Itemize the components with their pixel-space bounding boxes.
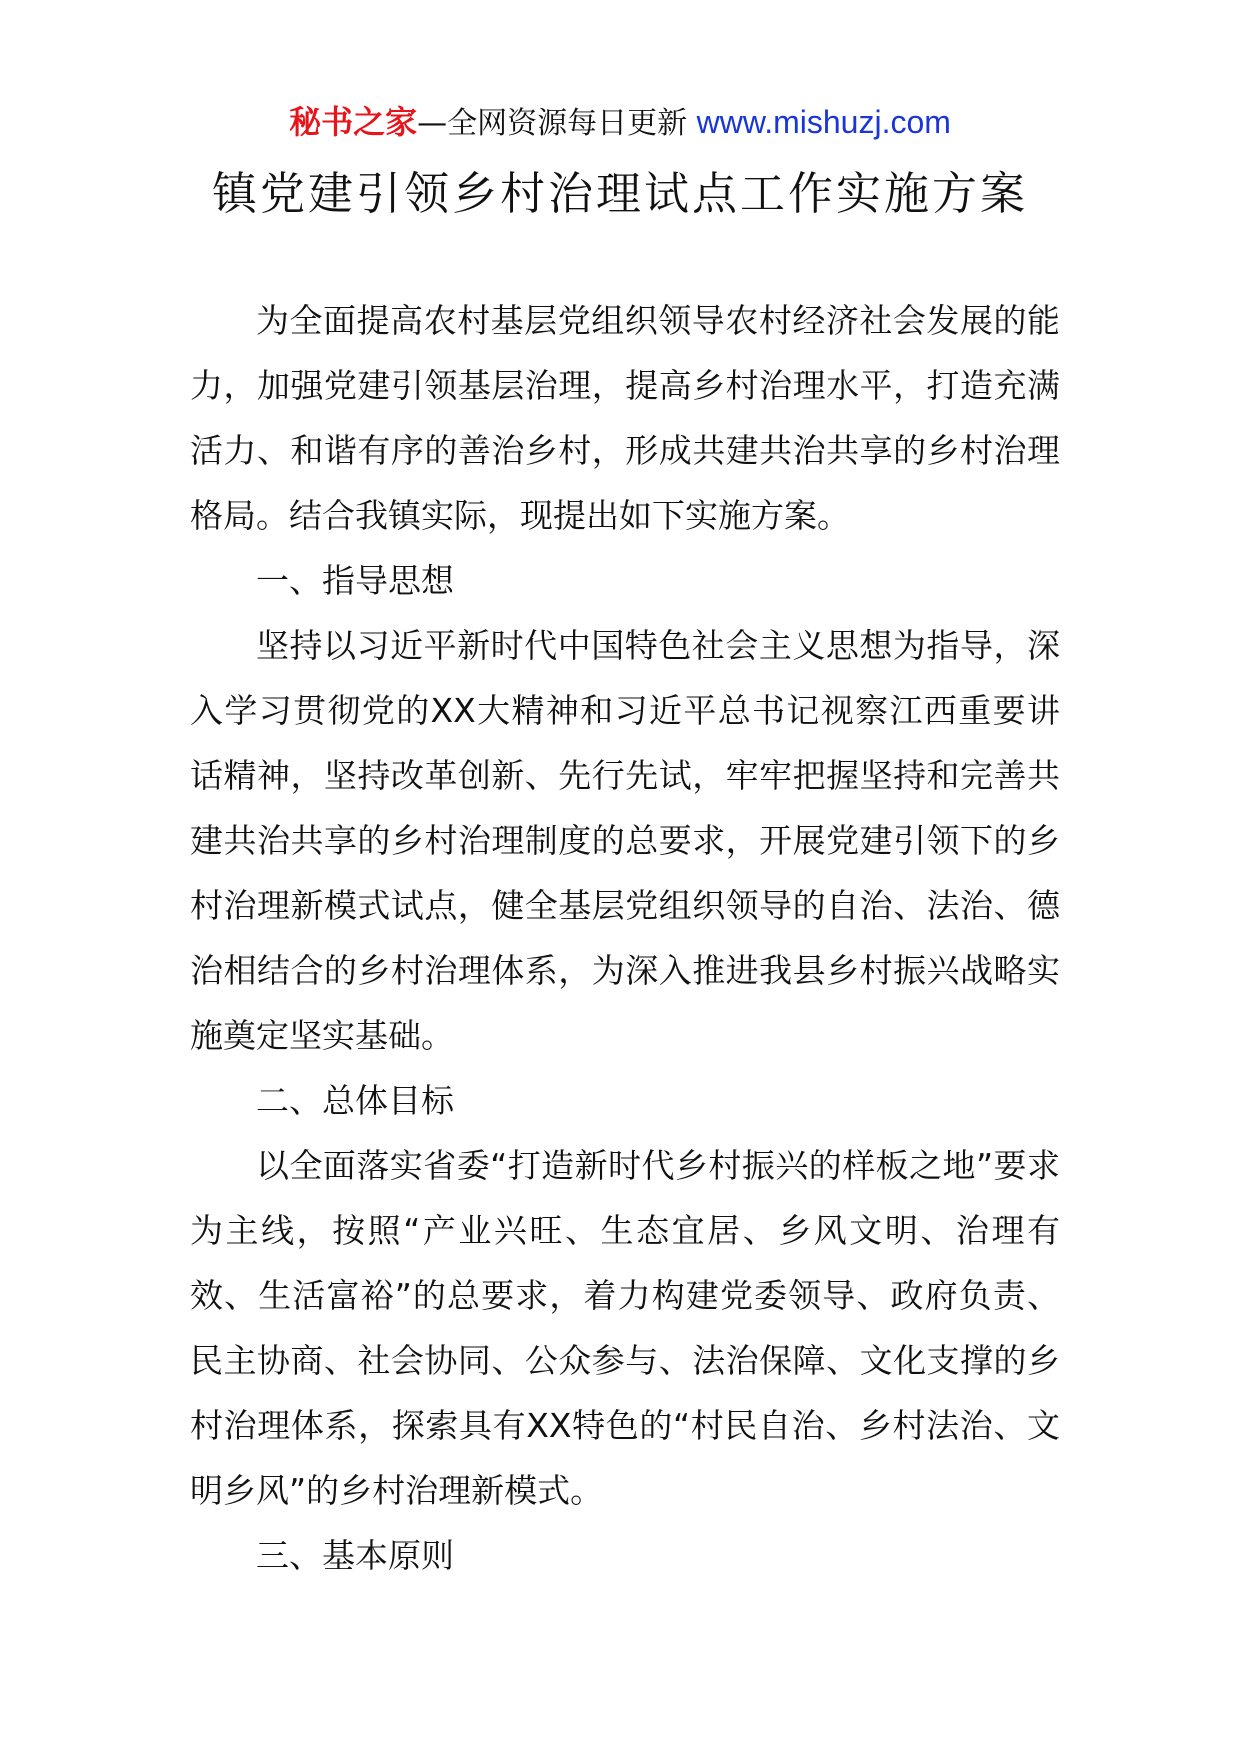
overall-goal-paragraph: 以全面落实省委“打造新时代乡村振兴的样板之地”要求为主线，按照“产业兴旺、生态宜居、乡风文明、治理有效、生活富裕”的总要求，着力构建党委领导、政府负责、民主协商、社会协同、公众参与、法治保障、文化支撑的乡村治理体系，探索具有XX特色的“村民自治、乡村法治、文明乡风”的乡村治理新模式。 [190,1146,1060,1510]
section-heading-guiding-ideology: 一、指导思想 [256,561,454,600]
intro-paragraph: 为全面提高农村基层党组织领导农村经济社会发展的能力，加强党建引领基层治理，提高乡村治理水平，打造充满活力、和谐有序的善治乡村，形成共建共治共享的乡村治理格局。结合我镇实际，现提出如下实施方案。 [190,301,1060,535]
document-title: 镇党建引领乡村治理试点工作实施方案 [211,167,1028,220]
header-tagline: —全网资源每日更新 [417,106,697,141]
site-url-link[interactable]: www.mishuzj.com [696,104,951,140]
document-body [190,288,1060,1588]
section-heading-overall-goal: 二、总体目标 [256,1081,454,1120]
guiding-ideology-paragraph: 坚持以习近平新时代中国特色社会主义思想为指导，深入学习贯彻党的XX大精神和习近平总书记视察江西重要讲话精神，坚持改革创新、先行先试，牢牢把握坚持和完善共建共治共享的乡村治理制度的总要求，开展党建引领下的乡村治理新模式试点，健全基层党组织领导的自治、法治、德治相结合的乡村治理体系，为深入推进我县乡村振兴战略实施奠定坚实基础。 [190,626,1060,1055]
section-heading-basic-principles: 三、基本原则 [256,1536,454,1575]
brand-name: 秘书之家 [289,103,418,141]
site-header [0,102,1240,144]
